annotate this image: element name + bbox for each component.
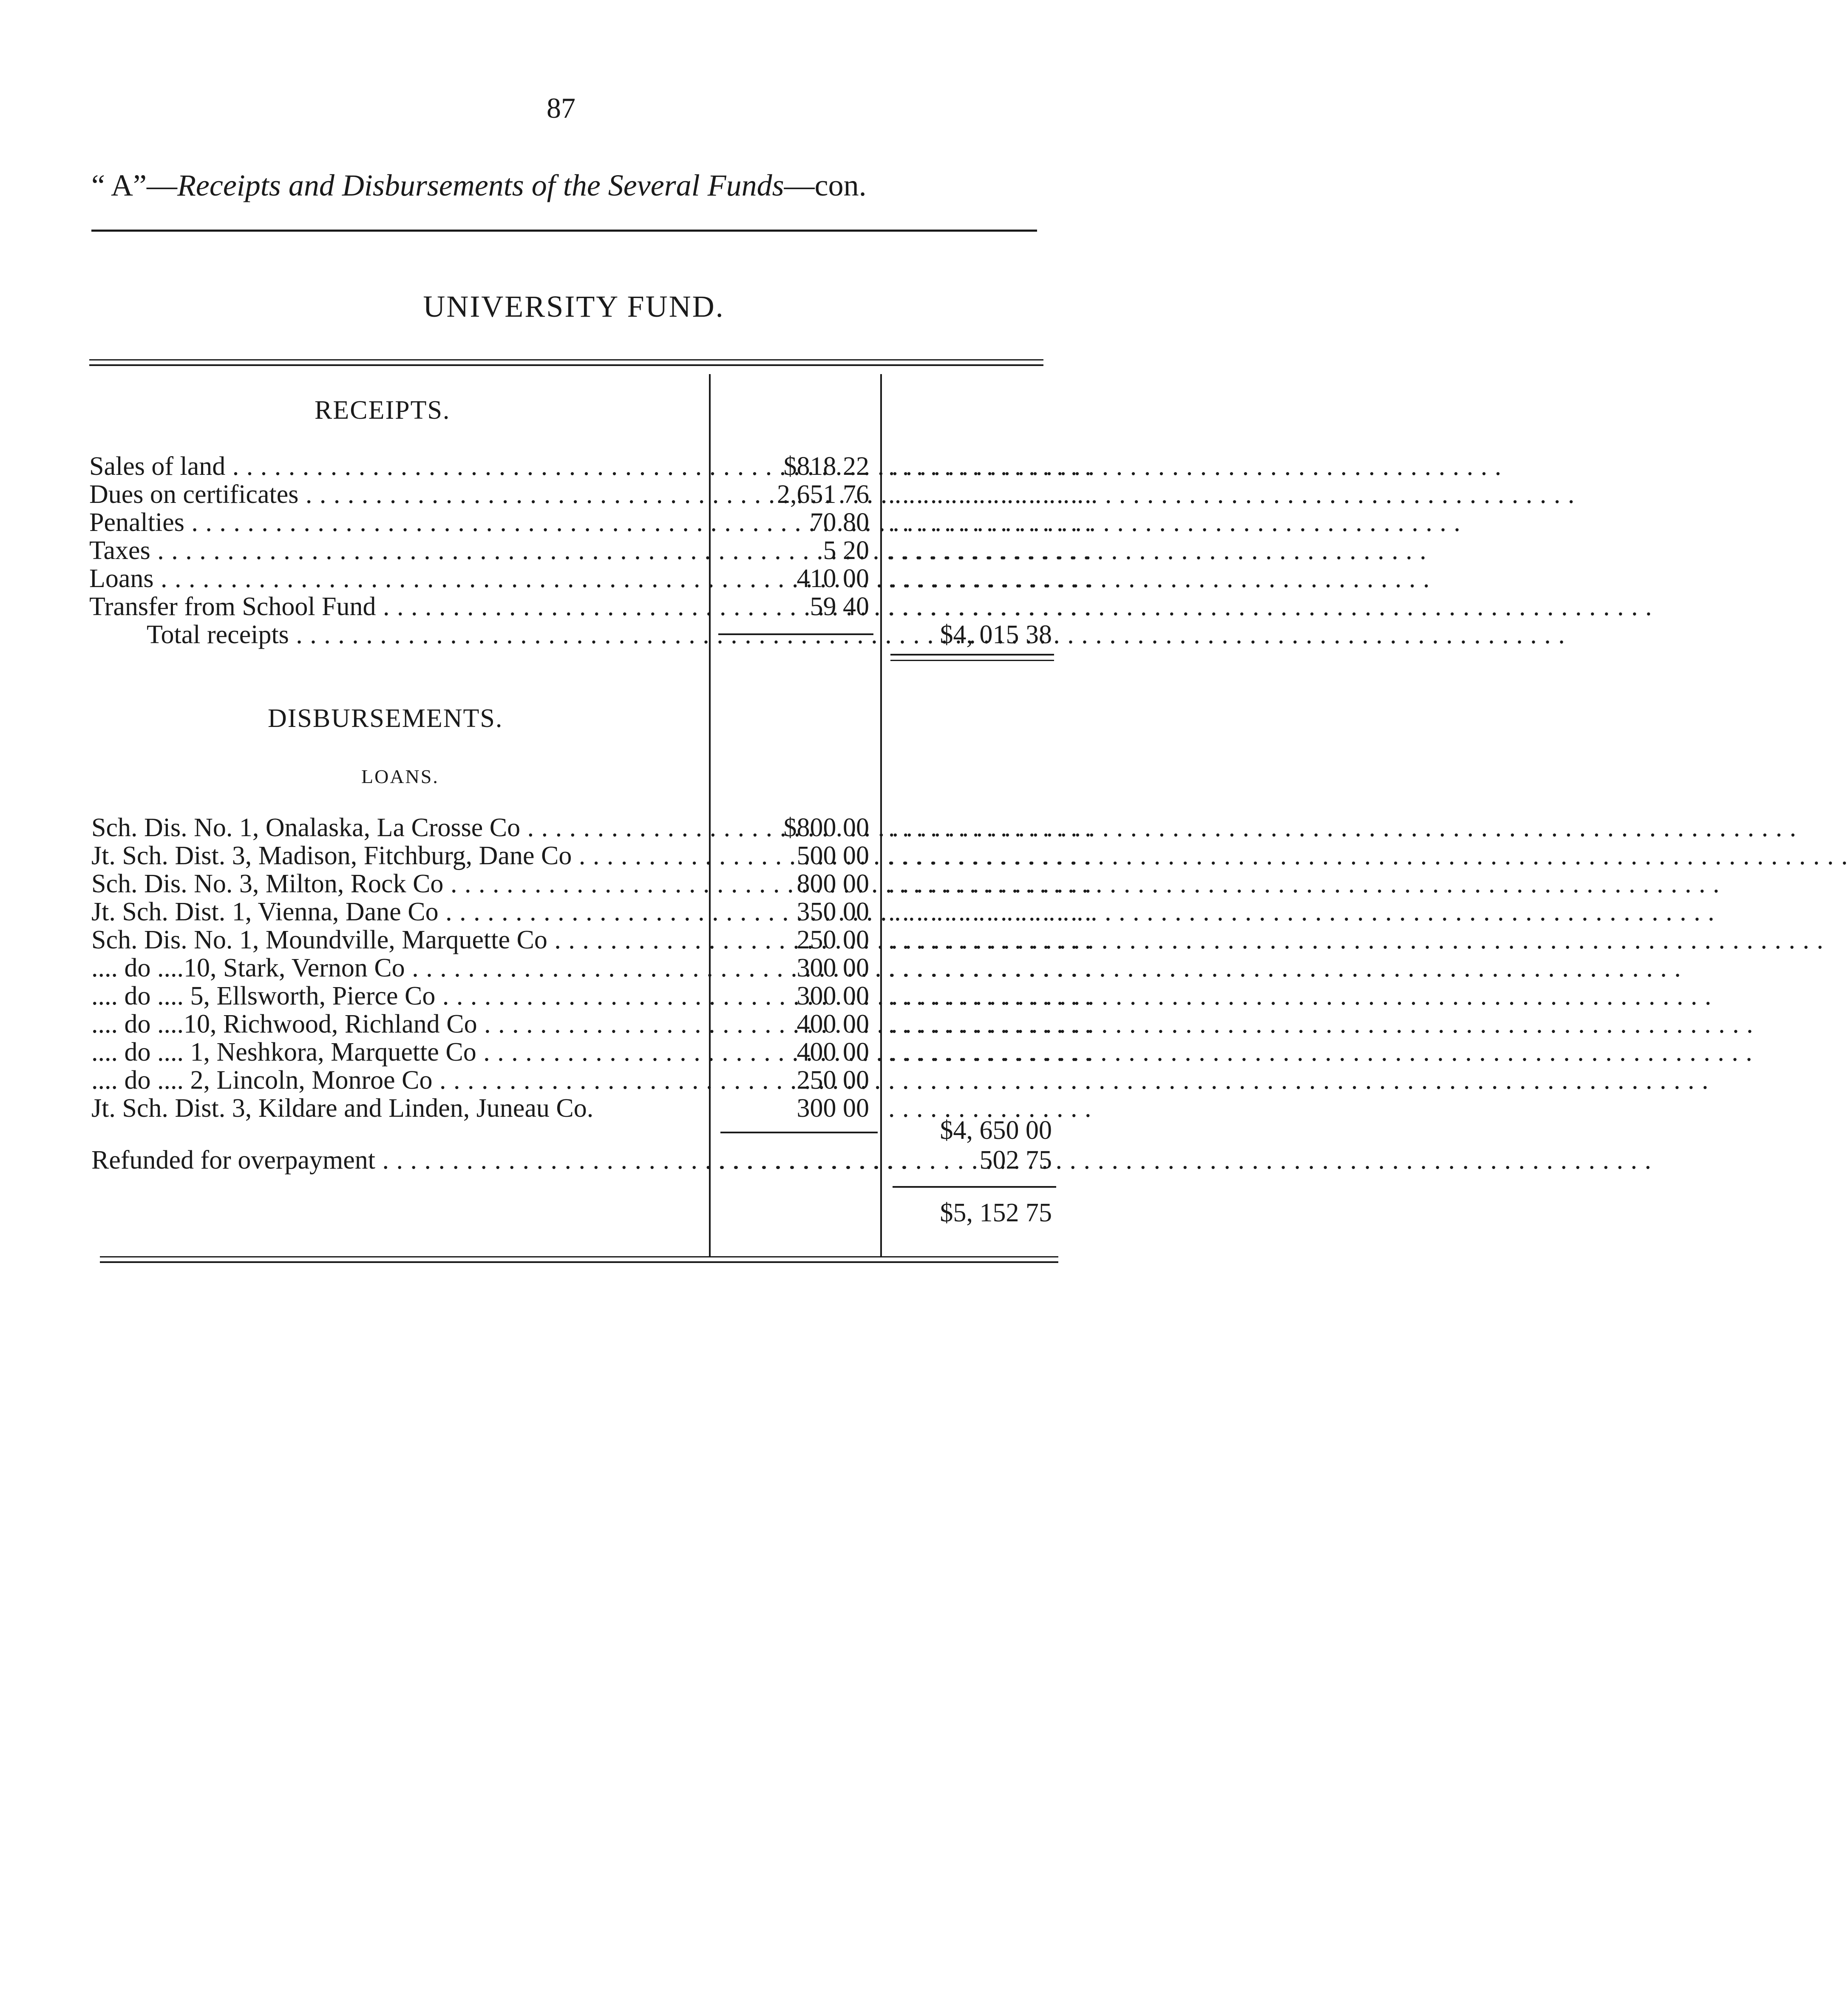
loan-amount: 250 00: [796, 1066, 869, 1095]
grand-total-rule: [893, 1186, 1056, 1188]
loan-label: Sch. Dis. No. 3, Milton, Rock Co . . .: [91, 870, 706, 898]
table-row: [0, 1199, 1251, 1227]
receipt-label: Transfer from School Fund . . .: [89, 593, 706, 621]
table-row: [0, 1146, 1251, 1174]
loans-heading: LOANS.: [361, 766, 439, 787]
loan-amount: 350 00: [796, 897, 869, 926]
table-row: [0, 1116, 1251, 1144]
receipt-amount: 410 00: [796, 564, 869, 593]
receipt-label: Penalties . . .: [89, 508, 706, 536]
loan-label: .... do ....10, Richwood, Richland Co . . .: [91, 1010, 706, 1038]
head-rule: [91, 230, 1037, 232]
table-row: [0, 621, 1251, 649]
receipts-heading: RECEIPTS.: [315, 396, 451, 425]
table-row: [0, 982, 1251, 1010]
grand-total-amount: $5, 152 75: [940, 1198, 1052, 1227]
table-row: [0, 898, 1251, 926]
leader-dots: . . . . . . . . . . . . . . .: [888, 1010, 1092, 1039]
loan-label: .... do ....10, Stark, Vernon Co . . .: [91, 954, 706, 982]
leader-dots: . . . . . . . . . . . . . . .: [888, 536, 1092, 565]
table-row: [0, 842, 1251, 870]
receipt-label: Taxes . . .: [89, 536, 706, 565]
table-bottom-rule: [100, 1256, 1058, 1263]
table-row: [0, 870, 1251, 898]
loan-label: Sch. Dis. No. 1, Onalaska, La Crosse Co . . .: [91, 814, 706, 842]
leader-dots: . . . . . . . . . . . . . . .: [888, 1066, 1092, 1095]
leader-dots: . . . . . . . . . . . . . . .: [888, 452, 1092, 481]
fund-title: UNIVERSITY FUND.: [423, 289, 725, 324]
leader-dots: . . . . . . . . . . . . . . .: [888, 897, 1092, 926]
table-top-rule: [89, 359, 1043, 366]
table-row: [0, 565, 1251, 593]
receipt-label: Sales of land . . .: [89, 452, 706, 480]
table-row: [0, 452, 1251, 480]
receipt-amount: 59 40: [810, 592, 869, 621]
leader-dots: . . . . . . . . . . . . . . .: [888, 592, 1092, 621]
leader-dots: . . . . . . . . . . . . . . .: [888, 982, 1092, 1010]
receipt-amount: $818 22: [783, 452, 869, 481]
loan-label: .... do .... 5, Ellsworth, Pierce Co . . .: [91, 982, 706, 1010]
leader-dots: . . . . . . . . . . . . . . .: [888, 1038, 1092, 1067]
loan-amount: $800 00: [783, 813, 869, 842]
loan-amount: 400 00: [796, 1010, 869, 1039]
leader-dots: . . . . . . . . . . . . . . .: [888, 813, 1092, 842]
loan-amount: 300 00: [796, 1094, 869, 1123]
table-row: [0, 954, 1251, 982]
loan-label: Jt. Sch. Dist. 3, Madison, Fitchburg, Dane Co . . .: [91, 842, 706, 870]
receipt-amount: 5 20: [823, 536, 869, 565]
leader-dots: . . . . . . . . . . . . . . .: [888, 1094, 1092, 1123]
loans-total-amount: $4, 650 00: [940, 1116, 1052, 1145]
running-head-title: Receipts and Disbursements of the Several Funds: [177, 168, 784, 202]
receipt-amount: 2,651 76: [777, 480, 869, 509]
total-receipts-label: Total receipts . . .: [147, 621, 706, 649]
loan-amount: 500 00: [796, 841, 869, 870]
running-head-prefix: “ A”—: [91, 168, 177, 202]
receipt-label: Dues on certificates . . .: [89, 480, 706, 508]
table-row: [0, 508, 1251, 536]
loan-amount: 400 00: [796, 1038, 869, 1067]
loan-amount: 300 00: [796, 982, 869, 1010]
refund-amount: 502 75: [979, 1146, 1052, 1175]
page-number: 87: [547, 92, 575, 124]
leader-dots: . . . . . . . . . . . . . . .: [888, 564, 1092, 593]
leader-dots: . . . . . . . . . . . . . . .: [888, 480, 1092, 509]
table-row: [0, 926, 1251, 954]
table-row: [0, 1066, 1251, 1094]
leader-dots: . . . . . . . . . . . . . .: [718, 1146, 908, 1175]
leader-dots: . . . . . . . . . . . . . . .: [888, 508, 1092, 537]
loan-amount: 800 00: [796, 869, 869, 898]
leader-dots: . . . . . . . . . . . . . . .: [888, 869, 1092, 898]
table-row: [0, 814, 1251, 842]
table-row: [0, 593, 1251, 621]
loan-label: Sch. Dis. No. 1, Moundville, Marquette Co . . .: [91, 926, 706, 954]
loan-label: Jt. Sch. Dist. 1, Vienna, Dane Co . . .: [91, 898, 706, 926]
running-head-suffix: —con.: [784, 168, 867, 202]
disbursements-heading: DISBURSEMENTS.: [268, 704, 503, 733]
leader-dots: . . . . . . . . . . . . . . .: [888, 954, 1092, 982]
total-receipts-amount: $4, 015 38: [940, 620, 1052, 649]
loan-label: Jt. Sch. Dist. 3, Kildare and Linden, Juneau Co.: [91, 1094, 594, 1123]
loan-amount: 250 00: [796, 925, 869, 954]
receipt-label: Loans . . .: [89, 565, 706, 593]
total-rule: [890, 660, 1054, 661]
leader-dots: . . . . . . . . . . . . . . .: [888, 841, 1092, 870]
table-row: [0, 480, 1251, 508]
loan-label: .... do .... 2, Lincoln, Monroe Co . . .: [91, 1066, 706, 1094]
running-head: [91, 168, 1041, 203]
loan-amount: 300 00: [796, 954, 869, 982]
table-row: [0, 536, 1251, 565]
refund-label: Refunded for overpayment . . .: [91, 1146, 706, 1174]
table-row: [0, 1010, 1251, 1038]
leader-dots: . . . . . . . . . . . . . . .: [888, 925, 1092, 954]
total-rule: [890, 654, 1054, 656]
loan-label: .... do .... 1, Neshkora, Marquette Co . . .: [91, 1038, 706, 1066]
table-row: [0, 1038, 1251, 1066]
receipt-amount: 70 80: [810, 508, 869, 537]
